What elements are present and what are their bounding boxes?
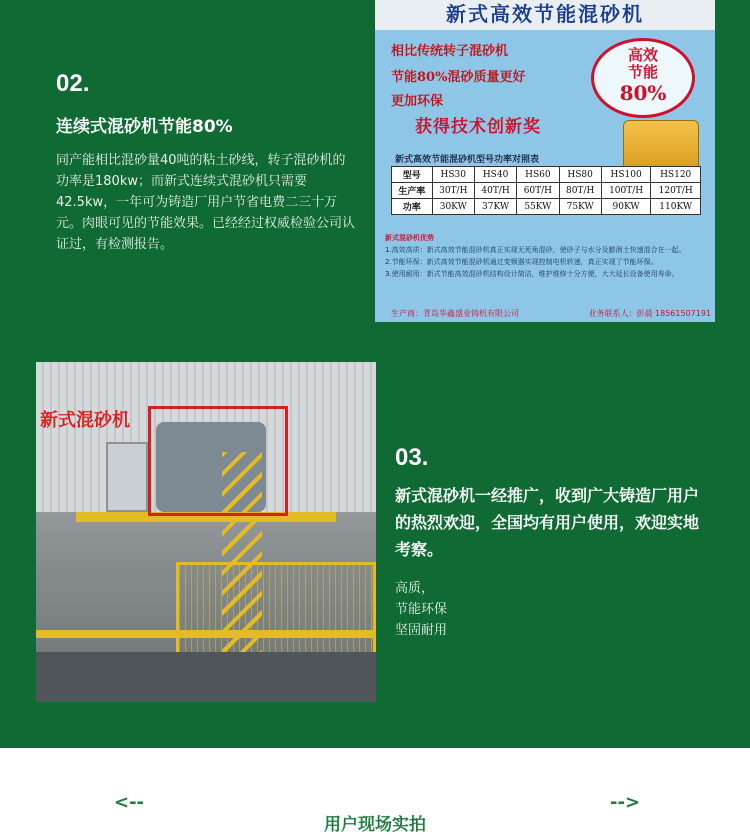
product-poster: [375, 0, 715, 322]
list-item: 坚固耐用: [395, 623, 448, 638]
photo-label: 新式混砂机: [40, 410, 130, 431]
feature-list: [395, 578, 447, 641]
poster-company: 生产商：青岛华鑫盛业铸机有限公司: [391, 309, 519, 318]
table-cell: 75KW: [559, 199, 601, 215]
section-02-description: 同产能相比混砂量40吨的粘土砂线，转子混砂机的功率是180kw；而新式连续式混砂机只需要42.5kw，一年可为铸造厂用户节省电费二三十万元。肉眼可见的节能效果。已经经过权威检验公司认证过，有检测报告。: [56, 153, 356, 252]
section-03-number: 03.: [395, 444, 429, 471]
table-cell: HS60: [517, 167, 559, 183]
table-cell: 功率: [392, 199, 433, 215]
table-cell: HS120: [651, 167, 701, 183]
table-cell: 110KW: [651, 199, 701, 215]
table-cell: 40T/H: [474, 183, 516, 199]
poster-award: 获得技术创新奖: [415, 117, 541, 137]
site-photo: [36, 362, 376, 702]
table-row: [392, 167, 701, 183]
notes-heading: 新式混砂机优势: [385, 234, 434, 242]
table-cell: 55KW: [517, 199, 559, 215]
table-cell: 60T/H: [517, 183, 559, 199]
table-row: [392, 199, 701, 215]
poster-line-1: 相比传统转子混砂机: [391, 44, 509, 59]
poster-notes: [385, 232, 705, 280]
prev-arrow-button[interactable]: <--: [114, 792, 145, 813]
section-02-title: 连续式混砂机节能80%: [56, 117, 233, 137]
poster-line-2: 节能80%混砂质量更好: [391, 70, 526, 85]
list-item: 节能环保: [395, 602, 448, 617]
spec-table: [391, 166, 701, 215]
table-cell: HS80: [559, 167, 601, 183]
poster-contact: 业务联系人：彭晨 18561507191: [588, 309, 711, 318]
table-cell: 30KW: [432, 199, 474, 215]
table-cell: HS100: [601, 167, 651, 183]
photo-fence: [176, 562, 376, 658]
photo-rail: [36, 630, 376, 638]
poster-line-3: 更加环保: [391, 94, 444, 109]
poster-title: 新式高效节能混砂机: [375, 0, 715, 30]
table-cell: 37KW: [474, 199, 516, 215]
table-cell: 30T/H: [432, 183, 474, 199]
badge-line-3: 80%: [619, 81, 667, 105]
table-cell: 100T/H: [601, 183, 651, 199]
table-cell: HS40: [474, 167, 516, 183]
table-cell: 型号: [392, 167, 433, 183]
table-cell: 生产率: [392, 183, 433, 199]
badge-line-1: 高效: [627, 46, 658, 64]
highlight-frame: [148, 406, 288, 516]
poster-footer: [391, 308, 711, 319]
badge-line-2: 节能: [627, 63, 658, 81]
note-item: 1.高效高质：新式高效节能混砂机真正实现无死角混砂，使砂子与水分及膨润土快速混合在一起。: [385, 246, 686, 254]
note-item: 2.节能环保：新式高效节能混砂机通过变频器实现控制电机转速，真正实现了节能环保。: [385, 258, 658, 266]
section-03-title: 新式混砂机一经推广，收到广大铸造厂用户的热烈欢迎，全国均有用户使用，欢迎实地考察。: [395, 486, 700, 559]
table-cell: 90KW: [601, 199, 651, 215]
section-02-number: 02.: [56, 70, 90, 97]
table-cell: HS30: [432, 167, 474, 183]
note-item: 3.使用耐用：新式节能高效混砂机结构设计简洁，维护维修十分方便，大大延长设备使用寿命。: [385, 270, 679, 278]
next-arrow-button[interactable]: -->: [610, 792, 641, 813]
list-item: 高质，: [395, 581, 435, 596]
table-cell: 120T/H: [651, 183, 701, 199]
photo-floor: [36, 652, 376, 702]
photo-tank: [106, 442, 148, 512]
table-cell: 80T/H: [559, 183, 601, 199]
efficiency-badge: [591, 38, 695, 118]
table-row: [392, 183, 701, 199]
gallery-title: 用户现场实拍: [324, 815, 426, 835]
spec-table-caption: 新式高效节能混砂机型号功率对照表: [395, 155, 540, 165]
